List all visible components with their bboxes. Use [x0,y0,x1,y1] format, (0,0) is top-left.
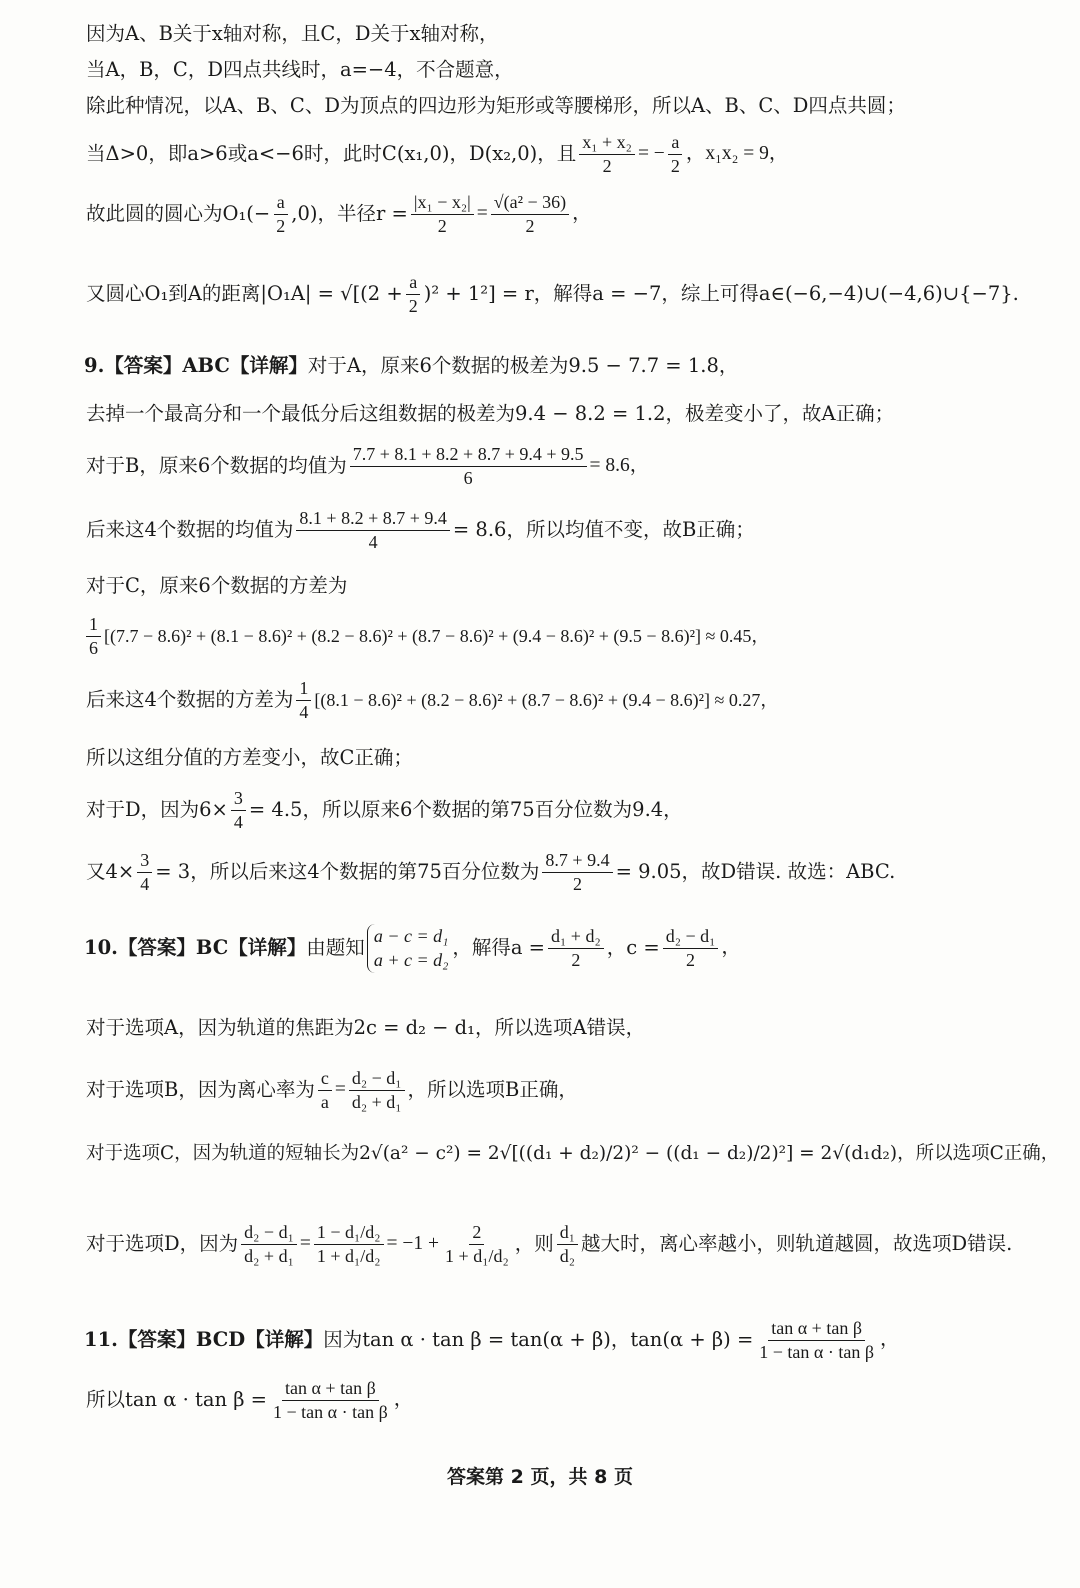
math: ， [880,1329,900,1350]
text-line [86,1142,1060,1165]
fraction [557,1222,578,1266]
denominator: 2 [525,215,535,236]
fraction [668,132,683,176]
fraction [350,444,587,488]
text: ，则 [514,1232,554,1255]
math: = [334,1079,346,1100]
numerator: d₂ − d₁ [663,926,719,949]
fraction [273,192,288,236]
fraction [296,508,449,552]
text: )² + 1²] = r，解得a = −7，综上可得a∈(−6,−4)∪(−4,6)∪{−7}. [423,282,1019,305]
text: 越大时，离心率越小，则轨道越圆，故选项D错误. [581,1232,1013,1255]
numerator: √(a² − 36) [491,192,569,215]
math: ， [721,937,741,959]
numerator: |x₁ − x₂| [411,192,474,215]
text: 故此圆的圆心为O₁(− [86,202,271,225]
text-line [86,1016,1040,1040]
text-line [86,788,1040,832]
numerator: d₂ − d₁ [349,1068,405,1091]
numerator: x₁ + x₂ [579,132,635,155]
q11-line [84,1318,1040,1362]
numerator: c [318,1068,332,1091]
numerator: 8.7 + 9.4 [542,850,612,873]
fraction [411,192,474,236]
text: 对于D，因为6× [86,798,228,821]
denominator: 4 [140,873,150,894]
text-line [86,94,1040,118]
denominator: 4 [233,811,243,832]
q10-line [84,924,1040,973]
denominator: 4 [368,531,378,552]
text-line [86,508,1040,552]
equation: a − c = d₁ [373,926,449,946]
fraction [86,614,101,658]
text: ,0)，半径r = [291,202,408,225]
text: ，解得a = [452,936,546,960]
text: 对于选项A，因为轨道的焦距为2c = d₂ − d₁，所以选项A错误， [86,1016,646,1039]
denominator: 6 [89,637,98,658]
text: ，所以选项B正确， [407,1078,578,1101]
numerator: 7.7 + 8.1 + 8.2 + 8.7 + 9.4 + 9.5 [350,444,587,467]
equation: a + c = d₂ [373,950,449,971]
text: 去掉一个最高分和一个最低分后这组数据的极差为9.4 − 8.2 = 1.2，极差变小了，故A正确； [86,402,895,425]
numerator: d₁ + d₂ [548,926,604,949]
text: 所以tan α · tan β = [86,1388,268,1411]
denominator: 1 − tan α · tan β [759,1341,874,1362]
numerator: 3 [231,788,246,811]
numerator: tan α + tan β [768,1318,865,1341]
denominator: 2 [573,873,582,894]
text: 对于C，原来6个数据的方差为 [86,574,348,597]
numerator: 1 − d₁/d₂ [314,1222,384,1245]
numerator: 1 [86,614,101,637]
denominator: 1 + d₁/d₂ [316,1245,381,1266]
denominator: 2 [686,949,696,970]
text-line [86,192,1040,236]
fraction [542,850,612,894]
text-line [86,746,1040,770]
denominator: 2 [571,949,581,970]
text-line [86,574,1040,598]
denominator: 1 + d₁/d₂ [445,1245,509,1266]
fraction [318,1068,332,1112]
numerator: d₂ − d₁ [241,1222,297,1245]
text-line [86,1222,1040,1266]
denominator: d₂ [559,1245,576,1266]
text-line [86,22,1040,46]
text: 对于选项B，因为离心率为 [86,1078,315,1101]
q10-heading: 10.【答案】BC【详解】 [84,936,307,960]
fraction [548,926,604,970]
q11-heading: 11.【答案】BCD【详解】 [84,1328,324,1351]
fraction [349,1068,405,1112]
denominator: 4 [299,701,309,722]
text: = 9.05，故D错误. 故选：ABC. [615,860,896,883]
fraction [137,850,152,894]
text-line [86,132,1040,176]
text: 后来这4个数据的均值为 [86,518,294,541]
text: 由题知 [306,936,365,960]
text-line [86,402,1040,426]
math: = 8.6， [589,455,650,476]
text: = 8.6，所以均值不变，故B正确； [452,518,755,541]
math: ， [572,203,592,224]
q9-line [84,354,1040,378]
numerator: a [668,132,682,155]
text: = 4.5，所以原来6个数据的第75百分位数为9.4， [248,798,683,821]
numerator: tan α + tan β [282,1378,379,1401]
fraction [270,1378,391,1422]
fraction [314,1222,384,1266]
text: 因为tan α · tan β = tan(α + β)，tan(α + β) = [323,1328,754,1351]
text-line [86,678,1040,722]
fraction [756,1318,877,1362]
math: = −1 + [386,1233,440,1254]
text: = 3，所以后来这4个数据的第75百分位数为 [155,860,540,883]
page-footer: 答案第 2 页，共 8 页 [447,1466,633,1488]
math: = [476,203,488,224]
denominator: d₂ + d₁ [244,1245,294,1266]
math: [(8.1 − 8.6)² + (8.2 − 8.6)² + (8.7 − 8.6)² + (9.4 − 8.6)²] ≈ 0.27， [314,689,779,710]
math: = − [637,143,665,164]
numerator: d₁ [557,1222,578,1245]
fraction [663,926,719,970]
numerator: a [406,272,420,295]
denominator: 2 [670,155,680,176]
text: 对于A，原来6个数据的极差为9.5 − 7.7 = 1.8， [307,354,739,377]
text-line [86,1378,1040,1422]
text: 因为A、B关于x轴对称，且C，D关于x轴对称， [86,22,499,45]
numerator: 2 [469,1222,484,1245]
q9-heading: 9.【答案】ABC【详解】 [84,354,308,377]
denominator: 2 [276,215,286,236]
denominator: 1 − tan α · tan β [273,1401,388,1422]
text: 当Δ>0，即a>6或a<−6时，此时C(x₁,0)，D(x₂,0)，且 [86,142,577,165]
text: 后来这4个数据的方差为 [86,688,294,711]
text: 对于选项C，因为轨道的短轴长为2√(a² − c²) = 2√[((d₁ + d₂)/2)² − ((d₁ − d₂)/2)²] = 2√(d₁d₂)，所以选项C正确， [86,1143,1060,1164]
math: = [299,1233,311,1254]
text: 又圆心O₁到A的距离|O₁A| = √[(2 + [86,282,403,305]
text: 对于B，原来6个数据的均值为 [86,454,347,477]
text: 当A，B，C，D四点共线时，a=−4，不合题意， [86,58,514,81]
fraction [406,272,421,316]
fraction [296,678,311,722]
math: [(7.7 − 8.6)² + (8.1 − 8.6)² + (8.2 − 8.6)² + (8.7 − 8.6)² + (9.4 − 8.6)² + (9.5 − 8.6)²] ≈ 0.45， [104,625,770,646]
text-line [86,614,1040,658]
numerator: 1 [296,678,311,701]
denominator: 6 [463,467,473,488]
fraction [241,1222,297,1266]
denominator: 2 [437,215,447,236]
fraction [491,192,569,236]
numerator: 8.1 + 8.2 + 8.7 + 9.4 [296,508,449,531]
text-line [86,272,1040,316]
denominator: d₂ + d₁ [351,1091,402,1112]
fraction [442,1222,512,1266]
denominator: 2 [408,295,418,316]
denominator: 2 [602,155,612,176]
text-line [86,58,1040,82]
text-line [86,1068,1040,1112]
equation-system [367,924,449,973]
text: 除此种情况，以A、B、C、D为顶点的四边形为矩形或等腰梯形，所以A、B、C、D四点共圆； [86,94,906,117]
math: ，x₁x₂ = 9， [685,143,789,164]
numerator: a [274,192,288,215]
text: 对于选项D，因为 [86,1232,239,1255]
math: ， [393,1389,414,1410]
text: 所以这组分值的方差变小，故C正确； [86,746,413,769]
fraction [231,788,246,832]
text-line [86,444,1040,488]
denominator: a [320,1091,329,1112]
fraction [579,132,635,176]
text-line [86,850,1040,894]
numerator: 3 [137,850,152,873]
text: ，c = [606,936,660,960]
text: 又4× [86,860,135,883]
